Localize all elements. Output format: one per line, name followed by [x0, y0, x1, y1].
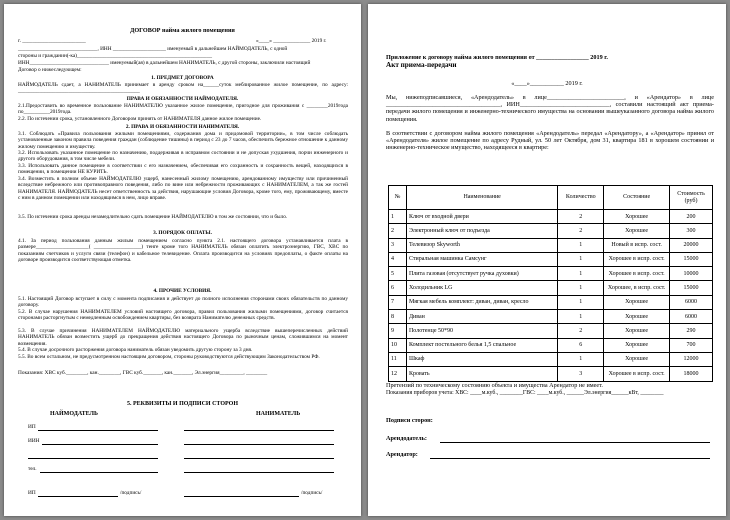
row-cost: 700: [670, 338, 713, 352]
row-state: Хорошее в испр. сост.: [604, 267, 670, 281]
row-cost: 20000: [670, 238, 713, 252]
table-header-row: [389, 186, 713, 210]
row-cost: 6000: [670, 295, 713, 309]
row-qty: 1: [558, 310, 604, 324]
contract-page: [4, 4, 361, 516]
section-4-title: 3. ПОРЯДОК ОПЛАТЫ.: [153, 230, 212, 236]
landlord-line-3: [28, 458, 158, 459]
section-5-item-1: 5.1. Настоящий Договор вступает в силу с момента подписания и действует до полного исполнения сторонами своих обязательств по данному договору.: [18, 296, 348, 309]
row-qty: 1: [558, 252, 604, 266]
landlord-tel-line: [40, 472, 158, 473]
section-2-item-2: 2.2. По истечении срока, установленного Договором принять от НАНИМАТЕЛЯ данное жилое помещение.: [18, 116, 262, 122]
meter-readings-act: Показания приборов учета: ХВС: ____м.куб., ________ГВС: ____м.куб., ______Эл.энергия______кВт, ________: [386, 390, 664, 396]
appendix-heading: Приложение к договору найма жилого помещения от _________________ 2019 г.: [386, 54, 608, 61]
row-number: 1: [389, 210, 407, 224]
act-paragraph-2: В соответствии с договором найма жилого помещения «Арендодатель» передал «Арендатору», а «Арендатор» принял от «Арендодателя» жилое помещение по адресу Рудный, ул. 50 лет Октября, дом 31, квартира 181 в хорошем состоянии и инженерно-техническое имущество, находящееся в квартире:: [386, 130, 714, 152]
row-state: Хорошее: [604, 295, 670, 309]
row-qty: 2: [558, 224, 604, 238]
row-qty: 1: [558, 295, 604, 309]
act-title: Акт приема-передачи: [386, 61, 457, 69]
row-number: 2: [389, 224, 407, 238]
row-state: Хорошее: [604, 210, 670, 224]
section-6-title: 5. РЕКВИЗИТЫ И ПОДПИСИ СТОРОН: [127, 401, 238, 407]
landlord-label: НАЙМОДАТЕЛЬ: [50, 411, 98, 417]
row-qty: 2: [558, 210, 604, 224]
row-name: Шкаф: [406, 352, 557, 366]
tenant-line-4: [184, 472, 334, 473]
row-number: 10: [389, 338, 407, 352]
landlord-tel-label: тел.: [28, 466, 37, 472]
table-row: [389, 310, 713, 324]
table-row: [389, 210, 713, 224]
row-state: Новый в испр. сост.: [604, 238, 670, 252]
row-cost: 6000: [670, 310, 713, 324]
landlord-signature-line: [38, 496, 118, 497]
tenant-label: НАНИМАТЕЛЬ: [256, 411, 301, 417]
row-qty: 1: [558, 267, 604, 281]
landlord-sign-ip: ИП: [28, 490, 36, 496]
row-name: Плита газовая (отсутствует ручка духовки): [406, 267, 557, 281]
table-row: [389, 224, 713, 238]
meter-readings: Показания: ХВС куб.________, кан.________, ГВС куб._______, кан._______, Эл.энергия_________, ________: [18, 370, 268, 376]
act-paragraph-1: Мы, нижеподписавшиеся, «Арендодатель» в лице_________________________, и «Арендатор» в лице _____________________________________, ИИН_____________________________, составили настоящий акт приема-передачи жилого помещения и инженерно-технического имущества на основании вышеуказанного договора найма жилого помещения.: [386, 94, 714, 123]
section-2-text: 2.1.Предоставить во временное пользование НАНИМАТЕЛЮ указанное жилое помещение, пригодное для проживания с ________2019года по__________2019года.: [18, 103, 348, 116]
section-5-item-2: 5.2. В случае нарушения НАНИМАТЕЛЕМ условий настоящего договора, правил пользования жилыми помещениями, договор считается сторонами расторгнутым с немедленным освобождением квартиры, без возврата Нанимателю денежных средств.: [18, 309, 348, 322]
row-qty: 3: [558, 367, 604, 381]
claims-statement: Претензий по техническому состоянию объекта и имущества Арендатор не имеет.: [386, 382, 603, 389]
row-number: 3: [389, 238, 407, 252]
row-qty: 2: [558, 324, 604, 338]
section-3-item-3: 3.3. Использовать данное помещение в соответствии с его назначением, обеспечивая его сохранность и сохранность вещей, находящихся в помещении, в помещении НЕ КУРИТЬ.: [18, 163, 348, 176]
date-line: «____» ______________ 2019 г.: [256, 38, 327, 44]
row-state: Хорошее: [604, 324, 670, 338]
row-number: 5: [389, 267, 407, 281]
row-cost: 10000: [670, 267, 713, 281]
col-cost-header: Стоимость (руб): [670, 186, 713, 210]
col-number-header: №: [389, 186, 407, 210]
section-3-title: 2. ПРАВА И ОБЯЗАННОСТИ НАНИМАТЕЛЯ.: [125, 124, 240, 130]
table-row: [389, 324, 713, 338]
row-name: Полотенце 50*90: [406, 324, 557, 338]
section-3-item-5: 3.5. По истечении срока аренды незамедлительно сдать помещение НАЙМОДАТЕЛЮ в том же состоянии, что и было.: [18, 214, 288, 220]
intro-line-2: стороны и гражданин(-ка)___________________________________________________: [18, 53, 213, 59]
row-name: Диван: [406, 310, 557, 324]
section-5-item-3: 5.3. В случае причинения НАНИМАТЕЛЕМ НАЙМОДАТЕЛЮ материального ущерба вследствие вышеперечисленных действий НАНИМАТЕЛЬ обязан возместить ущерб до прекращения действия настоящего Договора по рыночным ценам, сложившимся на момент возмещения.: [18, 328, 348, 347]
landlord-ip-line: [38, 430, 158, 431]
col-state-header: Состояние: [604, 186, 670, 210]
row-state: Хорошее: [604, 224, 670, 238]
row-cost: 15000: [670, 281, 713, 295]
row-cost: 290: [670, 324, 713, 338]
section-4-text: 4.1. За период пользования данным жилым помещением согласно пункта 2.1. настоящего договора устанавливается плата в размере____________________( __________________) тенге кроме того НАНИМАТЕЛЬ обязан оплатить электроэнергию, ГВС, ХВС по показаниям счетчиков и услуги связи (телефон) и кабельное телевидение. Оплата производится на условиях предоплаты, о факте оплаты на договоре производится соответствующая отметка.: [18, 238, 348, 264]
row-state: Хорошее в испр. сост.: [604, 252, 670, 266]
table-row: [389, 338, 713, 352]
tenant-podpis: /подпись/: [301, 490, 323, 496]
landlord-podpis: /подпись/: [120, 490, 142, 496]
tenant-signature-line: [184, 496, 299, 497]
section-3-item-4: 3.4. Возместить в полном объеме НАЙМОДАТЕЛЮ ущерб, нанесенный жилому помещению, арендованному имуществу или причиненный вследствие небрежного или противоправного поведения, либо по вине или небрежности проживающих с НАНИМАТЕЛЕМ, а так же гостей НАНИМАТЕЛЯ. НАЙМОДАТЕЛЬ несет ответственность за действия, нарушающие условия Договора, кроме того, ему, проживающему, вместе с ним в данном помещении или находящимся в нем, лицо вправе.: [18, 176, 348, 202]
row-cost: 300: [670, 224, 713, 238]
section-5-item-4: 5.4. В случае досрочного расторжения договора наниматель обязан уведомить другую сторону за 3 дня.: [18, 347, 253, 353]
row-number: 11: [389, 352, 407, 366]
table-row: [389, 267, 713, 281]
inventory-table: [388, 185, 713, 382]
row-number: 4: [389, 252, 407, 266]
acceptance-act-page: [368, 4, 726, 516]
row-name: Электронный ключ от подъезда: [406, 224, 557, 238]
table-row: [389, 295, 713, 309]
act-tenant-line: [430, 458, 710, 459]
row-number: 12: [389, 367, 407, 381]
intro-line-3: ИНН______________________________ именуемый(ая) в дальнейшем НАНИМАТЕЛЬ, с другой стороны, заключили настоящий: [18, 60, 311, 66]
table-row: [389, 352, 713, 366]
intro-line-1: ______________________________, ИНН ____________________ именуемый в дальнейшем НАЙМОДАТЕЛЬ, с одной: [18, 46, 288, 52]
section-3-item-1: 3.1. Соблюдать «Правила пользования жилыми помещениями, содержания дома и придомовой территории», в том числе соблюдать установленные законом правила поведения граждан (соблюдение тишины) в период с 23 до 7 часов, обеспечить бережное отношение к данному жилому помещению и имуществу.: [18, 131, 348, 150]
col-qty-header: Количество: [558, 186, 604, 210]
act-landlord-line: [440, 442, 710, 443]
table-row: [389, 281, 713, 295]
col-name-header: Наименование: [406, 186, 557, 210]
section-2-title: ПРАВА И ОБЯЗАННОСТИ НАЙМОДАТЕЛЯ.: [126, 96, 239, 102]
landlord-inn-line: [42, 444, 158, 445]
row-qty: 1: [558, 238, 604, 252]
row-state: Хорошее: [604, 310, 670, 324]
row-cost: 18000: [670, 367, 713, 381]
row-state: Хорошее: [604, 352, 670, 366]
tenant-line-2: [184, 444, 334, 445]
table-row: [389, 367, 713, 381]
row-qty: 1: [558, 281, 604, 295]
row-qty: 1: [558, 352, 604, 366]
row-state: Хорошее: [604, 338, 670, 352]
row-number: 6: [389, 281, 407, 295]
landlord-inn-label: ИИН: [28, 438, 40, 444]
row-state: Хорошее, в испр. сост.: [604, 281, 670, 295]
signatures-heading: Подписи сторон:: [386, 417, 433, 424]
city-line: г. ________________________: [18, 38, 86, 44]
row-name: Ключ от входной двери: [406, 210, 557, 224]
intro-line-4: Договор о нижеследующем:: [18, 67, 82, 73]
row-cost: 12000: [670, 352, 713, 366]
row-cost: 200: [670, 210, 713, 224]
section-1-title: 1. ПРЕДМЕТ ДОГОВОРА: [151, 75, 214, 81]
contract-title: ДОГОВОР найма жилого помещения: [130, 27, 235, 34]
row-name: Телевизор Skyworth: [406, 238, 557, 252]
row-name: Кровать: [406, 367, 557, 381]
row-cost: 15000: [670, 252, 713, 266]
table-row: [389, 252, 713, 266]
section-5-item-5: 5.5. Во всем остальном, не предусмотренном настоящим договором, стороны руководствуются действующим Законодательством РФ.: [18, 354, 320, 360]
row-number: 7: [389, 295, 407, 309]
act-landlord-label: Арендодатель:: [386, 435, 427, 442]
row-name: Стиральная машинка Самсунг: [406, 252, 557, 266]
table-row: [389, 238, 713, 252]
act-date: «____»___________ 2019 г.: [511, 80, 583, 87]
row-name: Холодильник LG: [406, 281, 557, 295]
tenant-line-3: [184, 458, 334, 459]
section-1-text: НАЙМОДАТЕЛЬ сдает, а НАНИМАТЕЛЬ принимает в аренду сроком на______суток меблированное жилое помещение, по адресу: ______________________________________________: [18, 82, 348, 95]
row-number: 8: [389, 310, 407, 324]
row-qty: 6: [558, 338, 604, 352]
tenant-line-1: [184, 430, 334, 431]
section-3-item-2: 3.2. Использовать указанное помещение по назначению, поддерживая в исправном состоянии и не допуская ухудшения, порчи инженерного и другого оборудования, в том числе мебели.: [18, 150, 348, 163]
section-5-title: 4. ПРОЧИЕ УСЛОВИЯ.: [153, 288, 212, 294]
row-name: Комплект постельного белья 1,5 спальное: [406, 338, 557, 352]
act-tenant-label: Арендатор:: [386, 451, 418, 458]
landlord-ip-label: ИП: [28, 424, 36, 430]
row-number: 9: [389, 324, 407, 338]
row-name: Мягкая мебель комплект: диван, диван, кресло: [406, 295, 557, 309]
row-state: Хорошее в испр. сост.: [604, 367, 670, 381]
